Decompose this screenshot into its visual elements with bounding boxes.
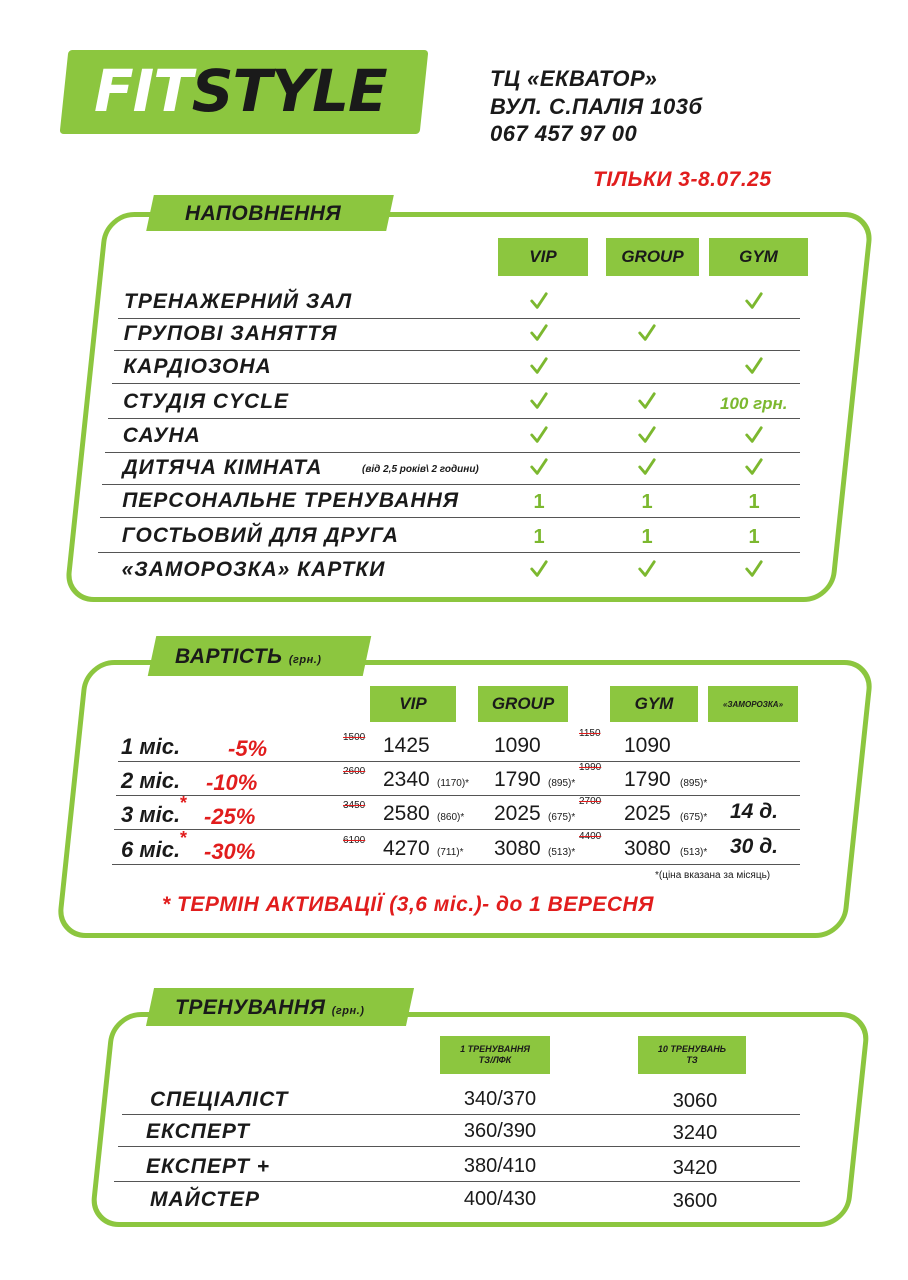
- contents-row-label: ТРЕНАЖЕРНИЙ ЗАЛ: [124, 290, 353, 313]
- old-price-gym: 2700: [579, 796, 602, 807]
- single-training-price: 340/370: [463, 1088, 537, 1110]
- column-vip: VIP: [498, 238, 588, 276]
- row-divider: [105, 452, 800, 453]
- training-unit: (грн.): [331, 1005, 365, 1017]
- old-price-gym: 1990: [579, 762, 602, 773]
- row-divider: [118, 761, 800, 762]
- trainer-level: ЕКСПЕРТ: [146, 1120, 250, 1143]
- monthly-vip: (860)*: [437, 812, 465, 823]
- logo-fit: FIT: [94, 57, 192, 125]
- price-column-vip: VIP: [370, 686, 456, 722]
- old-price-vip: 2600: [343, 766, 366, 777]
- ten-training-column: 10 ТРЕНУВАНЬ ТЗ: [638, 1036, 746, 1074]
- old-price-vip: 6100: [343, 835, 366, 846]
- price-column-gym: GYM: [610, 686, 698, 722]
- term-label: 1 міс.: [121, 734, 181, 759]
- contents-count: 1: [533, 491, 545, 513]
- logo-style: STYLE: [191, 57, 387, 125]
- training-title: ТРЕНУВАННЯ (грн.): [175, 996, 365, 1019]
- row-divider: [112, 383, 800, 384]
- asterisk: *: [180, 793, 188, 813]
- discount-label: -5%: [228, 736, 268, 761]
- contents-title: НАПОВНЕННЯ: [185, 202, 342, 225]
- check-icon: [530, 392, 548, 410]
- contents-row-note: (від 2,5 років\ 2 години): [362, 464, 479, 475]
- ten-training-price: 3600: [672, 1190, 718, 1212]
- column-gym: GYM: [709, 238, 808, 276]
- price-group: 1790: [494, 768, 541, 791]
- price-gym: 3080: [624, 837, 671, 860]
- contents-count: 1: [533, 526, 545, 548]
- price-gym: 1090: [624, 734, 671, 757]
- check-icon: [638, 324, 656, 342]
- freeze-days: 14 д.: [730, 800, 779, 823]
- monthly-vip: (1170)*: [437, 778, 470, 789]
- term-label: 3 міс.: [121, 802, 181, 827]
- price-vip: 2340: [383, 768, 430, 791]
- contents-row-label: ГРУПОВІ ЗАНЯТТЯ: [123, 322, 338, 345]
- ten-training-price: 3060: [672, 1090, 718, 1112]
- price-group: 1090: [494, 734, 541, 757]
- phone-number: 067 457 97 00: [490, 121, 638, 146]
- promo-dates: ТІЛЬКИ 3-8.07.25: [593, 168, 772, 191]
- contents-row-label: ДИТЯЧА КІМНАТА: [122, 456, 323, 479]
- monthly-price-note: *(ціна вказана за місяць): [655, 870, 771, 881]
- check-icon: [530, 324, 548, 342]
- row-divider: [116, 795, 800, 796]
- discount-label: -30%: [204, 839, 256, 864]
- address-line1: ТЦ «ЕКВАТОР»: [490, 66, 658, 91]
- trainer-level: СПЕЦІАЛІСТ: [150, 1088, 289, 1111]
- asterisk: *: [180, 828, 188, 848]
- monthly-group: (513)*: [548, 847, 576, 858]
- discount-label: -10%: [206, 770, 258, 795]
- check-icon: [638, 426, 656, 444]
- monthly-vip: (711)*: [437, 847, 464, 858]
- term-label: 6 міс.: [121, 837, 181, 862]
- check-icon: [530, 458, 548, 476]
- row-divider: [122, 1114, 800, 1115]
- price-column-group: GROUP: [478, 686, 568, 722]
- column-group: GROUP: [606, 238, 699, 276]
- check-icon: [745, 357, 763, 375]
- prices-unit: (грн.): [288, 654, 322, 666]
- check-icon: [638, 392, 656, 410]
- contents-row-label: ПЕРСОНАЛЬНЕ ТРЕНУВАННЯ: [122, 489, 460, 512]
- single-training-price: 400/430: [463, 1188, 537, 1210]
- ten-training-price: 3420: [672, 1157, 718, 1179]
- contents-count: 1: [748, 526, 760, 548]
- check-icon: [530, 292, 548, 310]
- old-price-vip: 3450: [343, 800, 366, 811]
- price-group: 3080: [494, 837, 541, 860]
- term-label: 2 міс.: [121, 768, 181, 793]
- single-training-column: 1 ТРЕНУВАННЯ ТЗ/ЛФК: [440, 1036, 550, 1074]
- contents-count: 1: [641, 526, 653, 548]
- price-vip: 4270: [383, 837, 430, 860]
- check-icon: [530, 357, 548, 375]
- price-vip: 2580: [383, 802, 430, 825]
- trainer-level: ЕКСПЕРТ +: [146, 1155, 271, 1178]
- price-gym: 2025: [624, 802, 671, 825]
- row-divider: [102, 484, 800, 485]
- row-divider: [114, 350, 800, 351]
- old-price-gym: 4400: [579, 831, 602, 842]
- check-icon: [745, 426, 763, 444]
- price-column-freeze: «ЗАМОРОЗКА»: [708, 686, 798, 722]
- single-training-price: 360/390: [463, 1120, 537, 1142]
- contents-row-label: СТУДІЯ CYCLE: [123, 390, 290, 413]
- contents-count: 1: [641, 491, 653, 513]
- monthly-gym: (513)*: [680, 847, 708, 858]
- contents-row-label: ГОСТЬОВИЙ ДЛЯ ДРУГА: [121, 524, 399, 547]
- logo: [94, 56, 387, 126]
- prices-title: ВАРТІСТЬ (грн.): [175, 645, 322, 668]
- monthly-group: (895)*: [548, 778, 576, 789]
- check-icon: [530, 560, 548, 578]
- check-icon: [638, 458, 656, 476]
- price-group: 2025: [494, 802, 541, 825]
- check-icon: [745, 458, 763, 476]
- row-divider: [114, 1181, 800, 1182]
- contents-count: 1: [748, 491, 760, 513]
- freeze-days: 30 д.: [730, 835, 779, 858]
- contents-price-text: 100 грн.: [720, 394, 788, 413]
- address-line2: ВУЛ. С.ПАЛІЯ 103б: [490, 94, 703, 119]
- row-divider: [98, 552, 800, 553]
- row-divider: [118, 318, 800, 319]
- trainer-level: МАЙСТЕР: [150, 1188, 260, 1211]
- discount-label: -25%: [204, 804, 256, 829]
- row-divider: [114, 829, 800, 830]
- check-icon: [638, 560, 656, 578]
- row-divider: [108, 418, 800, 419]
- price-vip: 1425: [383, 734, 430, 757]
- single-training-price: 380/410: [463, 1155, 537, 1177]
- contents-row-label: «ЗАМОРОЗКА» КАРТКИ: [121, 558, 386, 581]
- row-divider: [118, 1146, 800, 1147]
- monthly-gym: (675)*: [680, 812, 708, 823]
- monthly-group: (675)*: [548, 812, 576, 823]
- activation-note: * ТЕРМІН АКТИВАЦІЇ (3,6 міс.)- до 1 ВЕРЕСНЯ: [162, 893, 654, 916]
- row-divider: [112, 864, 800, 865]
- contents-row-label: САУНА: [122, 424, 201, 447]
- check-icon: [530, 426, 548, 444]
- old-price-vip: 1500: [343, 732, 366, 743]
- price-gym: 1790: [624, 768, 671, 791]
- check-icon: [745, 560, 763, 578]
- monthly-gym: (895)*: [680, 778, 708, 789]
- ten-training-price: 3240: [672, 1122, 718, 1144]
- check-icon: [745, 292, 763, 310]
- row-divider: [100, 517, 800, 518]
- old-price-gym: 1150: [579, 728, 601, 739]
- contents-row-label: КАРДІОЗОНА: [123, 355, 272, 378]
